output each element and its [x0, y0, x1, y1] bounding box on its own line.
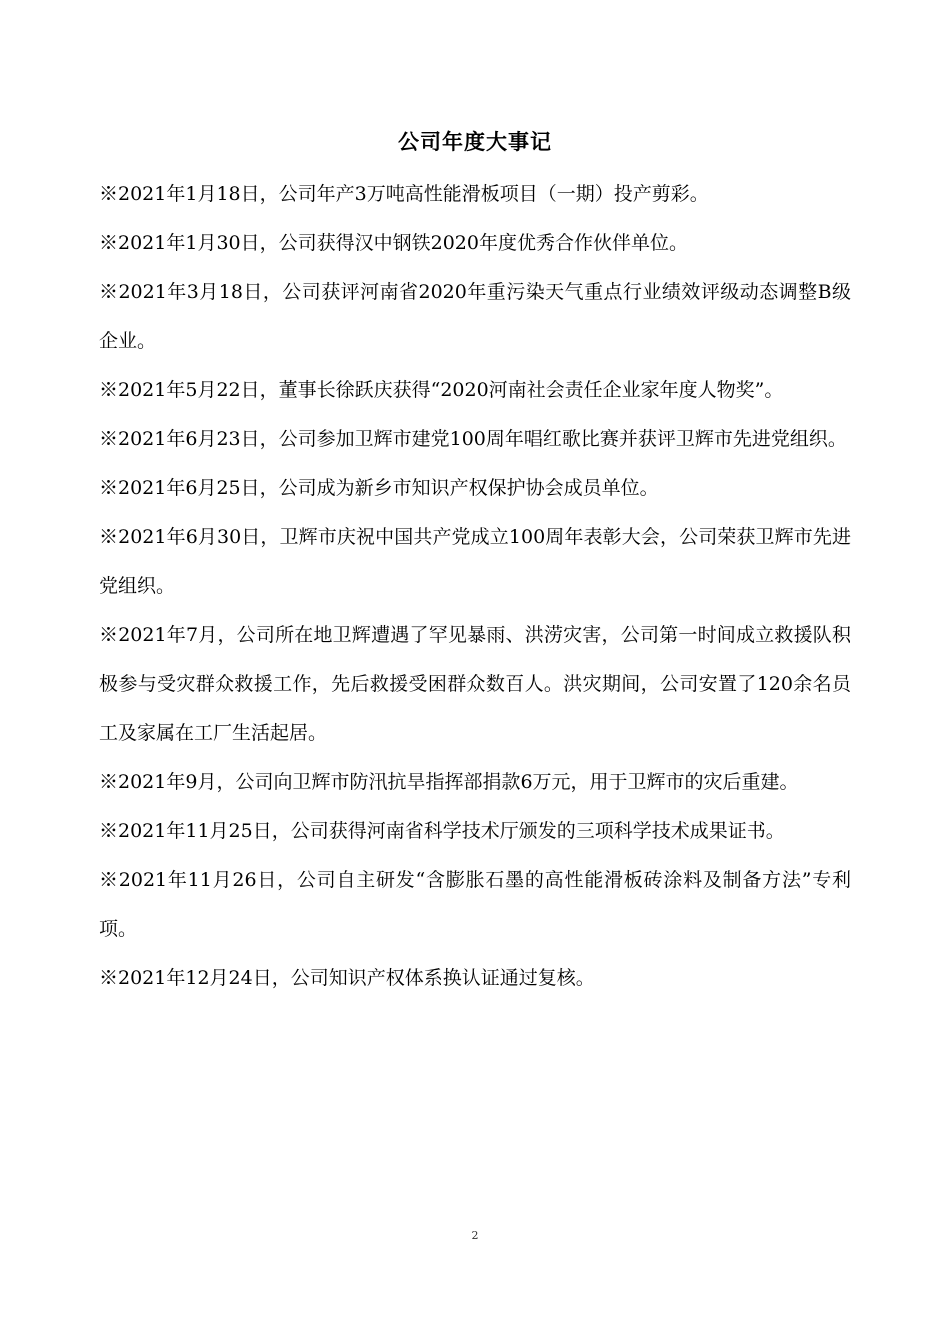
- list-item: ※2021年11月25日，公司获得河南省科学技术厅颁发的三项科学技术成果证书。: [99, 820, 785, 842]
- list-item: ※2021年1月18日，公司年产3万吨高性能滑板项目（一期）投产剪彩。: [99, 183, 709, 205]
- list-item: ※2021年7月，公司所在地卫辉遭遇了罕见暴雨、洪涝灾害，公司第一时间成立救援队积极参与受灾群众救援工作，先后救援受困群众数百人。洪灾期间，公司安置了120余名员工及家属在工厂生活起居。: [99, 624, 851, 744]
- list-item: ※2021年3月18日，公司获评河南省2020年重污染天气重点行业绩效评级动态调整B级企业。: [99, 281, 851, 352]
- list-item: ※2021年1月30日，公司获得汉中钢铁2020年度优秀合作伙伴单位。: [99, 232, 688, 254]
- page-title: 公司年度大事记: [398, 130, 552, 154]
- list-item: ※2021年12月24日，公司知识产权体系换认证通过复核。: [99, 967, 595, 989]
- list-item: ※2021年9月，公司向卫辉市防汛抗旱指挥部捐款6万元，用于卫辉市的灾后重建。: [99, 771, 799, 793]
- list-item: ※2021年6月30日，卫辉市庆祝中国共产党成立100周年表彰大会，公司荣获卫辉市先进党组织。: [99, 526, 851, 597]
- list-item: ※2021年11月26日，公司自主研发“含膨胀石墨的高性能滑板砖涂料及制备方法”专利项。: [99, 869, 851, 940]
- list-item: ※2021年6月25日，公司成为新乡市知识产权保护协会成员单位。: [99, 477, 659, 499]
- page-number: 2: [471, 1229, 479, 1242]
- list-item: ※2021年6月23日，公司参加卫辉市建党100周年唱红歌比赛并获评卫辉市先进党组织。: [99, 428, 847, 450]
- event-list: [99, 170, 851, 1003]
- list-item: ※2021年5月22日，董事长徐跃庆获得“2020河南社会责任企业家年度人物奖”。: [99, 379, 784, 401]
